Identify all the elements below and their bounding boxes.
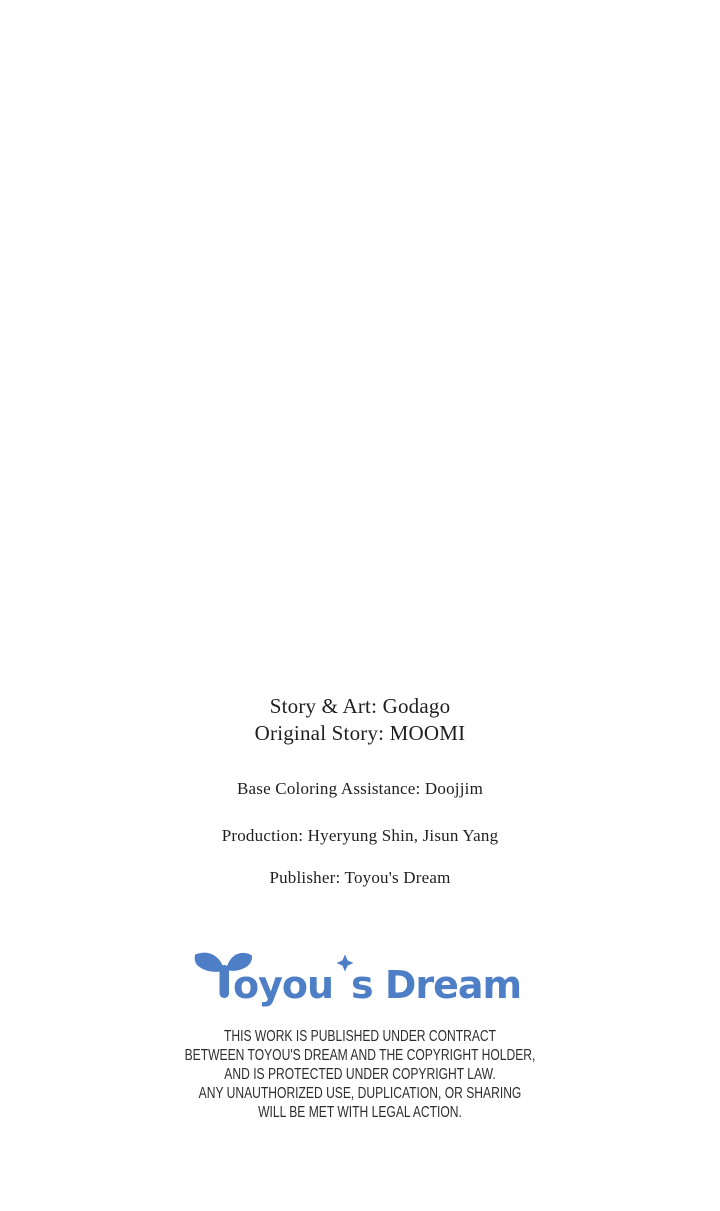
t-stem [220,965,230,998]
copyright-line: THIS WORK IS PUBLISHED UNDER CONTRACT [223,1028,497,1045]
credits-block [0,693,720,888]
toyous-dream-logo [180,940,540,1020]
production-credit: Production: Hyeryung Shin, Jisun Yang [221,826,499,845]
copyright-line: WILL BE MET WITH LEGAL ACTION. [258,1104,462,1121]
story-art-credit: Story & Art: Godago [269,694,451,718]
logo-text-s-dream: s Dream [351,963,522,1007]
original-story-credit: Original Story: MOOMI [254,720,466,745]
copyright-line: BETWEEN TOYOU'S DREAM AND THE COPYRIGHT HOLDER, [184,1047,536,1064]
publisher-credit: Publisher: Toyou's Dream [269,868,451,887]
copyright-notice [79,1027,641,1122]
base-coloring-credit: Base Coloring Assistance: Doojjim [236,779,483,798]
logo-text-oyou: oyou [233,963,334,1007]
copyright-line: AND IS PROTECTED UNDER COPYRIGHT LAW. [224,1066,496,1083]
copyright-line: ANY UNAUTHORIZED USE, DUPLICATION, OR SHARING [198,1085,522,1102]
